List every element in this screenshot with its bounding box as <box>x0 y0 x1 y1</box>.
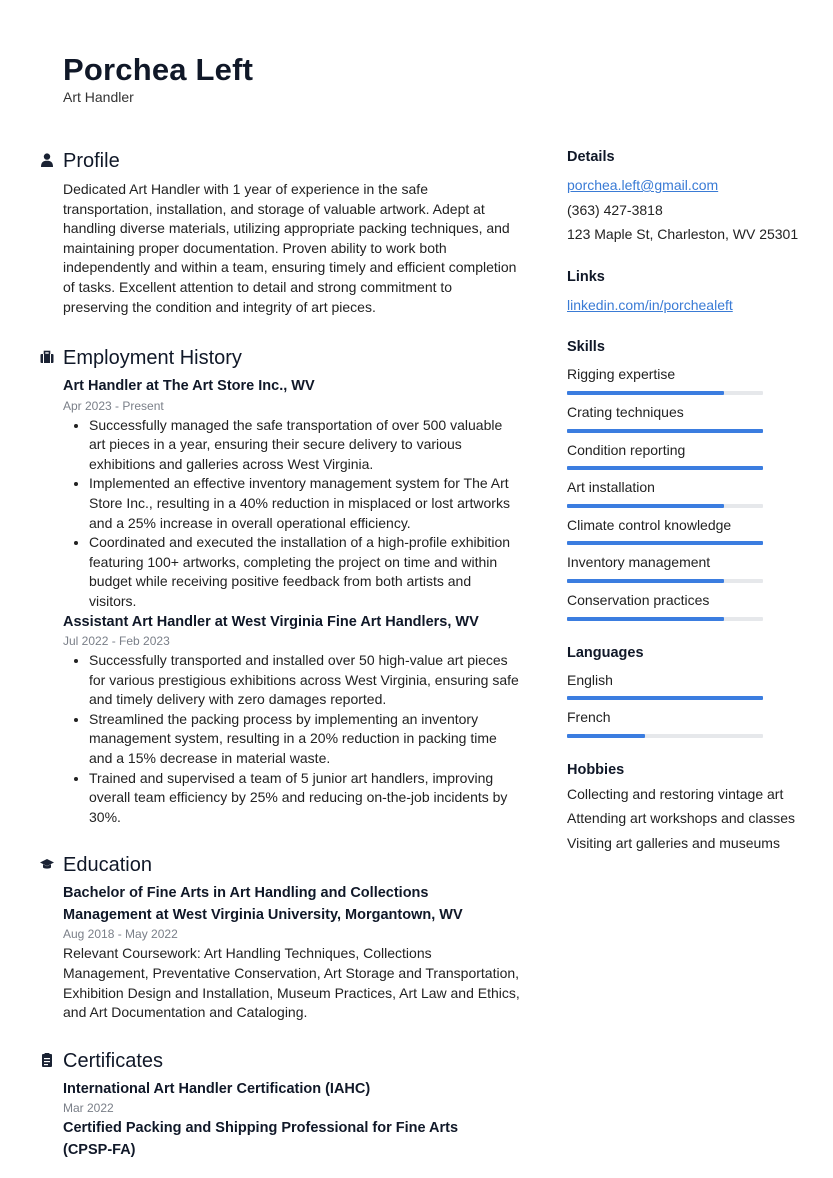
job-bullet: • Coordinated and executed the installation of a high-profile exhibition featuring 100+ artworks, completing the project on time and within budget while receiving positive feedback from both artists and visitors. <box>89 533 520 611</box>
skills-heading: Skills <box>567 339 605 356</box>
linkedin-text[interactable]: linkedin.com/in/porchealeft <box>567 296 733 313</box>
skill-item <box>567 591 803 621</box>
skill-item <box>567 403 803 433</box>
skill-level-bar <box>567 541 763 545</box>
section-header-certificates <box>63 1047 520 1075</box>
languages-list <box>567 671 803 738</box>
certificate-icon <box>40 1053 54 1067</box>
links-section <box>567 267 803 316</box>
email-link[interactable] <box>567 176 803 196</box>
skill-level-fill <box>567 466 763 470</box>
details-section <box>567 147 803 245</box>
job-bullets <box>63 651 520 827</box>
section-title: Employment History <box>63 347 242 370</box>
profile-section <box>40 147 520 317</box>
person-job-title: Art Handler <box>63 89 134 105</box>
section-header-education <box>63 851 520 879</box>
skill-level-fill <box>567 504 724 508</box>
briefcase-icon <box>40 350 54 364</box>
skill-item <box>567 441 803 471</box>
certificate-entry <box>40 1118 520 1161</box>
job-bullet: • Implemented an effective inventory management system for The Art Store Inc., resulting in a 40% reduction in misplaced or lost artworks and a 25% increase in overall operational efficiency. <box>89 474 520 533</box>
skill-label: Inventory management <box>567 554 711 571</box>
languages-section <box>567 643 803 738</box>
skill-item <box>567 365 803 395</box>
hobby-item: Collecting and restoring vintage art <box>567 785 784 802</box>
address: 123 Maple St, Charleston, WV 25301 <box>567 226 799 243</box>
job-bullets <box>63 416 520 612</box>
person-icon <box>40 153 54 167</box>
hobbies-heading: Hobbies <box>567 761 625 778</box>
job-bullet: • Successfully transported and installed over 50 high-value art pieces for various prestigious exhibitions across West Virginia, ensuring safe and timely delivery with zero damages reported. <box>89 651 520 710</box>
skill-label: Crating techniques <box>567 403 684 420</box>
certificates-section <box>40 1047 520 1162</box>
main-column <box>40 147 520 1161</box>
skill-level-bar <box>567 617 763 621</box>
education-section <box>40 851 520 1022</box>
skill-level-fill <box>567 579 724 583</box>
skill-label: Climate control knowledge <box>567 516 732 533</box>
skill-item <box>567 478 803 508</box>
languages-heading: Languages <box>567 644 644 661</box>
details-heading: Details <box>567 149 615 165</box>
job-date: Jul 2022 - Feb 2023 <box>63 634 170 649</box>
skill-label: Conservation practices <box>567 591 710 608</box>
job-bullet: • Trained and supervised a team of 5 junior art handlers, improving overall team efficiency by 25% and reducing on-the-job incidents by 30%. <box>89 769 520 828</box>
section-title: Profile <box>63 150 120 172</box>
section-header-employment <box>63 344 520 372</box>
skill-level-fill <box>567 391 724 395</box>
job-title: Assistant Art Handler at West Virginia Fine Art Handlers, WV <box>63 613 479 630</box>
section-title: Education <box>63 854 152 877</box>
sidebar-column <box>567 147 803 854</box>
employment-section <box>40 344 520 827</box>
job-title: Art Handler at The Art Store Inc., WV <box>63 378 315 395</box>
degree-title: Bachelor of Fine Arts in Art Handling and Collections Management at West Virginia University, Morgantown, WV <box>63 885 463 923</box>
skill-level-bar <box>567 429 763 433</box>
certificate-title: International Art Handler Certification (IAHC) <box>63 1080 371 1097</box>
certificate-entry <box>40 1079 520 1117</box>
skill-label: Condition reporting <box>567 441 686 458</box>
skill-level-fill <box>567 541 763 545</box>
education-entry <box>40 883 520 1022</box>
section-header-profile <box>63 147 520 175</box>
education-coursework: Relevant Coursework: Art Handling Techniques, Collections Management, Preventative Conservation, Art Storage and Transportation, Exhibition Design and Installation, Museum Practices, Art Law and Ethics, and Art Documentation and Cataloging. <box>63 945 520 1021</box>
language-level-bar <box>567 696 763 700</box>
skills-list <box>567 365 803 620</box>
certificate-date: Mar 2022 <box>63 1101 114 1116</box>
skill-level-fill <box>567 429 763 433</box>
language-label: English <box>567 671 613 688</box>
job-entry <box>40 376 520 611</box>
skill-label: Art installation <box>567 479 655 496</box>
skills-section <box>567 337 803 620</box>
skill-item <box>567 553 803 583</box>
hobbies-list <box>567 785 803 854</box>
graduation-cap-icon <box>40 857 54 871</box>
language-level-bar <box>567 734 763 738</box>
skill-level-fill <box>567 617 724 621</box>
skill-level-bar <box>567 466 763 470</box>
job-date: Apr 2023 - Present <box>63 398 164 413</box>
certificate-title: Certified Packing and Shipping Professional for Fine Arts (CPSP-FA) <box>63 1120 459 1158</box>
hobby-item: Attending art workshops and classes <box>567 810 796 827</box>
linkedin-link[interactable] <box>567 296 803 316</box>
job-bullet: • Successfully managed the safe transportation of over 500 valuable art pieces in a year, ensuring their secure delivery to various exhibitions and galleries across West Virginia. <box>89 416 520 475</box>
phone-number: (363) 427-3818 <box>567 201 663 218</box>
language-level-fill <box>567 734 645 738</box>
language-item <box>567 708 803 738</box>
skill-level-bar <box>567 391 763 395</box>
hobbies-section <box>567 760 803 854</box>
profile-summary: Dedicated Art Handler with 1 year of experience in the safe transportation, installation, and storage of valuable artwork. Adept at handling diverse materials, utilizing appropriate packing techniques, and maintaining proper documentation. Proven ability to work both independently and within a team, ensuring timely and efficient completion of tasks. Excellent attention to detail and strong commitment to preserving the condition and integrity of art pieces. <box>63 181 517 315</box>
skill-item <box>567 516 803 546</box>
skill-level-bar <box>567 579 763 583</box>
job-entry <box>40 612 520 828</box>
job-bullet: • Streamlined the packing process by implementing an inventory management system, resulting in a 20% reduction in packing time and a 15% decrease in material waste. <box>89 710 520 769</box>
section-title: Certificates <box>63 1049 164 1072</box>
skill-level-bar <box>567 504 763 508</box>
language-label: French <box>567 709 611 726</box>
email-text[interactable]: porchea.left@gmail.com <box>567 177 719 193</box>
education-date: Aug 2018 - May 2022 <box>63 927 178 942</box>
person-name: Porchea Left <box>63 52 254 87</box>
language-level-fill <box>567 696 763 700</box>
language-item <box>567 671 803 701</box>
resume-header <box>63 52 253 106</box>
hobby-item: Visiting art galleries and museums <box>567 834 780 851</box>
skill-label: Rigging expertise <box>567 366 676 383</box>
links-heading: Links <box>567 268 605 285</box>
